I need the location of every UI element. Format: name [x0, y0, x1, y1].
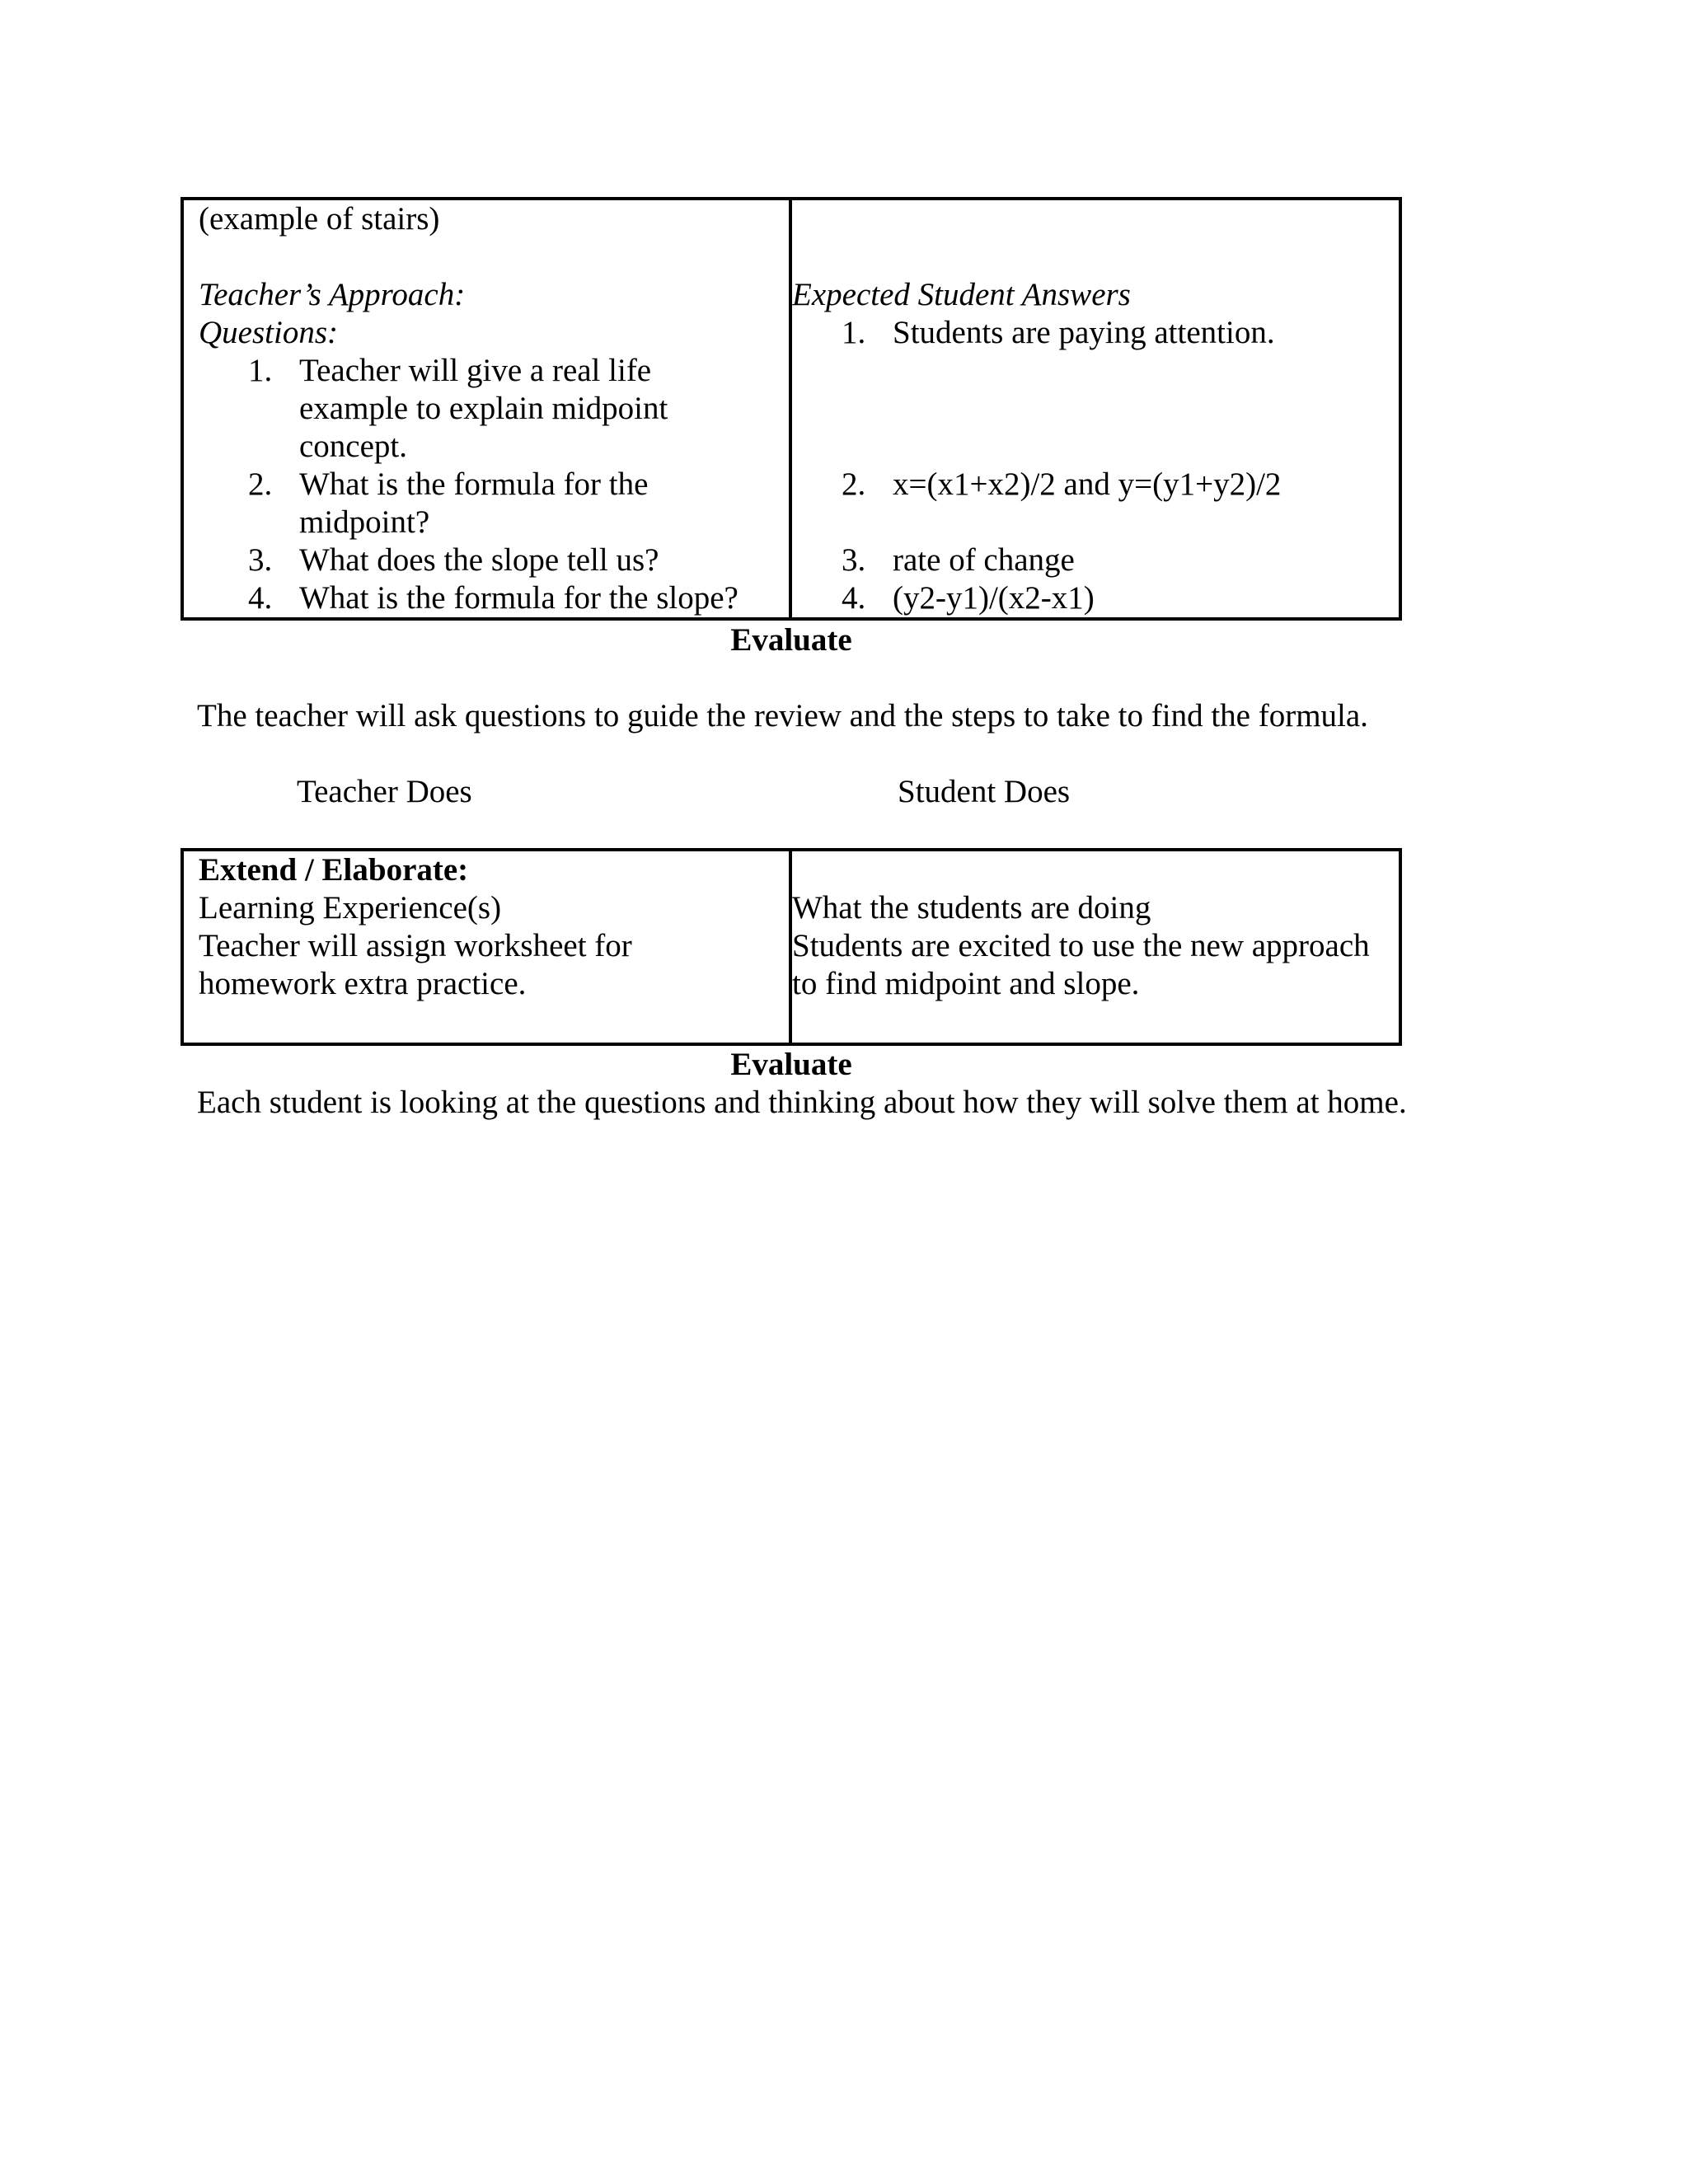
- teacher-does-label: Teacher Does: [297, 774, 472, 809]
- question-line: What is the formula for the slope?: [299, 580, 738, 616]
- answer-text: Students are paying attention.: [893, 315, 1275, 350]
- question-item: [199, 541, 789, 579]
- extend-line: Teacher will assign worksheet for: [199, 928, 632, 963]
- question-item: [199, 466, 789, 541]
- approach-heading: Teacher’s Approach:: [199, 277, 466, 312]
- question-number: 3.: [248, 542, 273, 578]
- answer-text: x=(x1+x2)/2 and y=(y1+y2)/2: [893, 466, 1282, 502]
- question-number: 4.: [248, 580, 273, 616]
- evaluate-text: The teacher will ask questions to guide the review and the steps to take to find the formula.: [197, 698, 1368, 733]
- extend-line: Learning Experience(s): [199, 890, 502, 926]
- answer-number: 1.: [842, 315, 866, 350]
- extend-cell: [184, 851, 792, 1043]
- answer-number: 2.: [842, 466, 866, 502]
- students-doing-line: What the students are doing: [792, 890, 1151, 926]
- student-does-label: Student Does: [898, 774, 1071, 809]
- extend-table: [181, 848, 1402, 1046]
- extend-heading: Extend / Elaborate:: [199, 852, 469, 888]
- answer-item: [792, 314, 1275, 352]
- questions-list: [199, 352, 789, 617]
- answer-number: 4.: [842, 580, 866, 616]
- question-number: 1.: [248, 353, 273, 388]
- answers-heading: Expected Student Answers: [792, 277, 1131, 312]
- students-doing-line: to find midpoint and slope.: [792, 966, 1140, 1001]
- questions-heading: Questions:: [199, 315, 338, 350]
- answer-item: [792, 541, 1075, 579]
- evaluate-title: Evaluate: [730, 622, 852, 658]
- evaluate-title-2: Evaluate: [730, 1047, 852, 1082]
- intro-text: (example of stairs): [199, 201, 440, 237]
- question-line: concept.: [299, 429, 408, 464]
- question-line: example to explain midpoint: [299, 391, 668, 426]
- question-line: midpoint?: [299, 504, 430, 540]
- answer-text: (y2-y1)/(x2-x1): [893, 580, 1095, 616]
- extend-line: homework extra practice.: [199, 966, 527, 1001]
- students-doing-cell: [792, 851, 1399, 1043]
- question-line: What is the formula for the: [299, 466, 649, 502]
- student-answers-cell: [792, 200, 1399, 617]
- question-item: [199, 352, 789, 466]
- approach-table: [181, 197, 1402, 621]
- question-item: [199, 579, 789, 617]
- question-line: What does the slope tell us?: [299, 542, 659, 578]
- answer-item: [792, 579, 1095, 617]
- answer-item: [792, 466, 1281, 504]
- answer-number: 3.: [842, 542, 866, 578]
- evaluate-text-2: Each student is looking at the questions and thinking about how they will solve them at home.: [197, 1085, 1407, 1120]
- question-number: 2.: [248, 466, 273, 502]
- students-doing-line: Students are excited to use the new approach: [792, 928, 1370, 963]
- question-line: Teacher will give a real life: [299, 353, 652, 388]
- teacher-approach-cell: [184, 200, 792, 617]
- answer-text: rate of change: [893, 542, 1075, 578]
